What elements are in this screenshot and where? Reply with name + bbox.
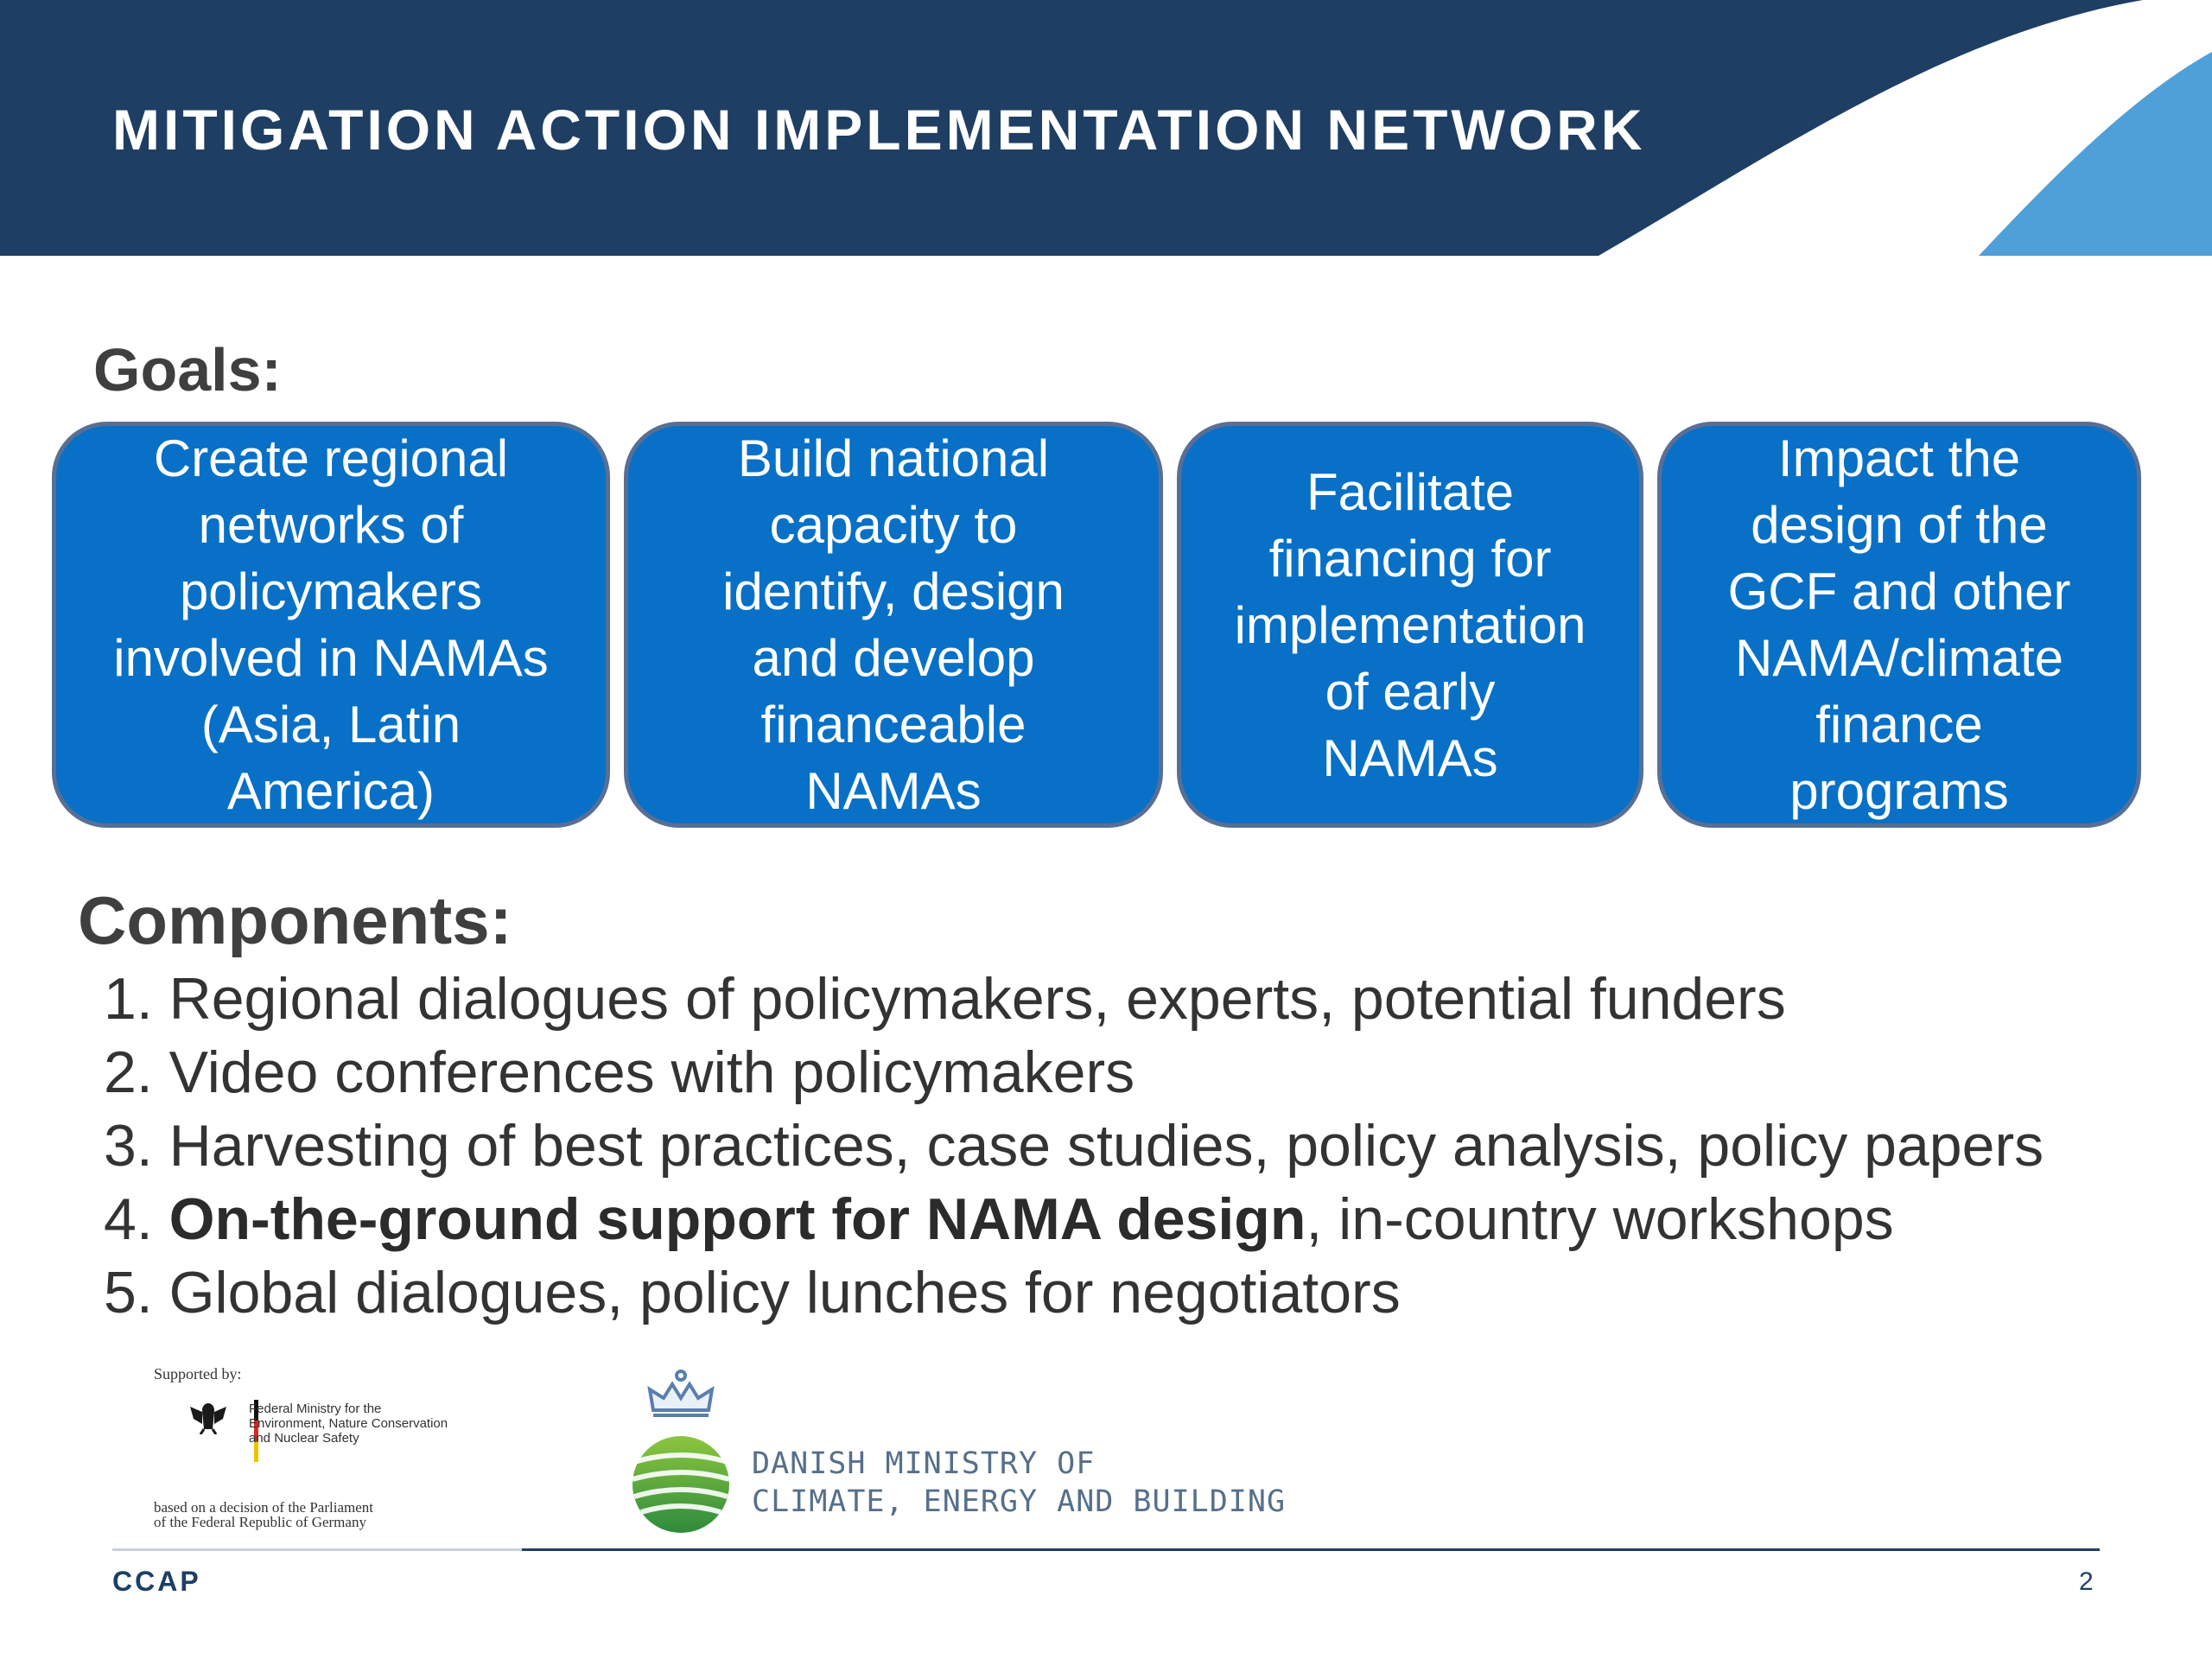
danish-ministry-name: [752, 1445, 1286, 1521]
page-number: 2: [2079, 1567, 2094, 1596]
supported-by-label: Supported by:: [154, 1365, 242, 1382]
list-item-text: , in-country workshops: [1306, 1186, 1894, 1252]
list-item: [104, 1109, 2044, 1183]
goals-heading: Goals:: [93, 336, 282, 404]
list-item-number: 5.: [104, 1260, 153, 1325]
slide-title: MITIGATION ACTION IMPLEMENTATION NETWORK: [112, 98, 1646, 162]
goal-line: networks of: [198, 496, 464, 554]
list-item: [104, 1256, 2044, 1330]
german-ministry-logo: [147, 1362, 536, 1535]
goal-line: NAMA/climate: [1734, 629, 2064, 687]
goal-box-regional-networks: [52, 422, 610, 828]
goal-line: Build national: [737, 429, 1050, 487]
list-item-number: 3.: [104, 1113, 153, 1179]
ministry-name-line: and Nuclear Safety: [249, 1431, 359, 1446]
list-item-text: Video conferences with policymakers: [168, 1039, 1135, 1105]
goal-line: Create regional: [153, 429, 509, 487]
goal-line: GCF and other: [1727, 563, 2071, 620]
footer-divider: [112, 1548, 2100, 1551]
danish-ministry-name-line: DANISH MINISTRY OF: [752, 1446, 1096, 1481]
goal-line: programs: [1789, 762, 2009, 820]
goal-line: financing for: [1268, 529, 1552, 588]
ministry-name: [249, 1402, 448, 1446]
goal-line: NAMAs: [805, 762, 982, 820]
goal-line: financeable: [760, 696, 1027, 753]
goal-line: capacity to: [769, 496, 1018, 554]
goal-line: Facilitate: [1306, 462, 1515, 521]
parliament-decision-note: [154, 1500, 373, 1529]
crowned-green-globe-icon: [620, 1365, 741, 1538]
footer-brand: CCAP: [112, 1566, 201, 1597]
federal-eagle-icon: [187, 1400, 230, 1434]
list-item-text: Regional dialogues of policymakers, experts, potential funders: [168, 966, 1786, 1032]
goal-line: of early: [1325, 662, 1496, 721]
goal-text: [1728, 425, 2071, 824]
goal-line: finance: [1815, 696, 1983, 753]
list-item-number: 2.: [104, 1039, 153, 1105]
list-item-number: 4.: [104, 1186, 153, 1252]
components-list: [104, 963, 2044, 1330]
goal-line: America): [226, 762, 435, 820]
list-item-text: Harvesting of best practices, case studies, policy analysis, policy papers: [168, 1113, 2044, 1179]
danish-ministry-name-line: CLIMATE, ENERGY AND BUILDING: [752, 1484, 1287, 1519]
list-item-number: 1.: [104, 966, 153, 1032]
goal-line: involved in NAMAs: [113, 629, 549, 687]
components-heading: Components:: [78, 882, 512, 958]
goal-line: and develop: [752, 629, 1035, 687]
goal-line: Impact the: [1777, 429, 2021, 487]
goal-text: [1235, 459, 1586, 791]
goal-box-impact-gcf: [1657, 422, 2141, 828]
list-item-text: Global dialogues, policy lunches for negotiators: [168, 1260, 1401, 1325]
goal-text: [113, 425, 549, 824]
list-item: [104, 1183, 2044, 1256]
header-banner: [0, 0, 2212, 256]
goal-line: NAMAs: [1322, 728, 1498, 787]
goal-line: implementation: [1234, 595, 1586, 654]
goal-box-national-capacity: [624, 422, 1163, 828]
goal-line: (Asia, Latin: [200, 696, 461, 753]
goal-line: identify, design: [722, 563, 1065, 620]
ministry-name-line: Federal Ministry for the: [249, 1402, 382, 1416]
list-item-bold-text: On-the-ground support for NAMA design: [168, 1186, 1306, 1252]
parliament-note-line: of the Federal Republic of Germany: [154, 1514, 366, 1530]
goal-box-facilitate-financing: [1177, 422, 1643, 828]
goal-text: [722, 425, 1065, 824]
parliament-note-line: based on a decision of the Parliament: [154, 1499, 373, 1516]
goal-line: policymakers: [179, 563, 483, 620]
danish-ministry-logo: [620, 1365, 1287, 1538]
list-item: [104, 1036, 2044, 1109]
goal-line: design of the: [1751, 496, 2048, 554]
list-item: [104, 963, 2044, 1036]
ministry-name-line: Environment, Nature Conservation: [249, 1416, 448, 1431]
